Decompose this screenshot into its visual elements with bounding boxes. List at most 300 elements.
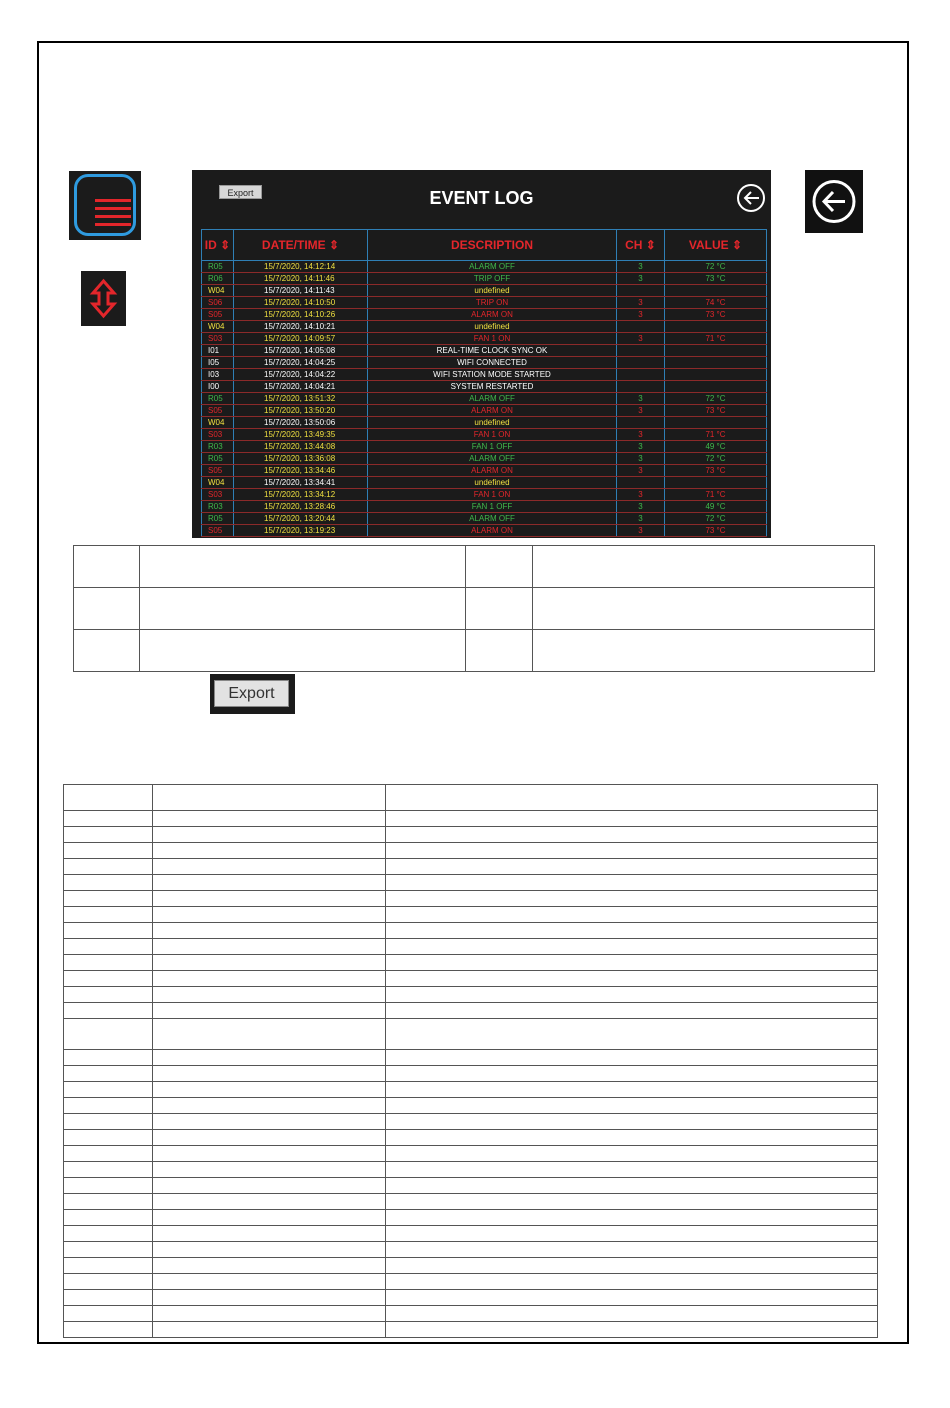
event-datetime-cell: 15/7/2020, 13:20:44 (234, 513, 368, 525)
table-row (64, 987, 878, 1003)
table-cell (140, 588, 466, 630)
table-cell (64, 1082, 153, 1098)
table-cell (153, 1258, 386, 1274)
table-cell (153, 1146, 386, 1162)
event-row (202, 477, 767, 489)
event-datetime-cell: 15/7/2020, 14:04:22 (234, 369, 368, 381)
table-cell (466, 630, 533, 672)
event-datetime-cell: 15/7/2020, 14:10:50 (234, 297, 368, 309)
event-description-cell: FAN 1 ON (368, 333, 617, 345)
table-cell (64, 1162, 153, 1178)
event-row (202, 453, 767, 465)
event-description-cell: FAN 1 ON (368, 489, 617, 501)
table-row (64, 1258, 878, 1274)
event-value-cell (665, 477, 767, 489)
event-id-cell: I03 (202, 369, 234, 381)
event-ch-cell: 3 (617, 501, 665, 513)
table-cell (153, 891, 386, 907)
event-ch-cell (617, 369, 665, 381)
table-cell (64, 843, 153, 859)
table-cell (153, 1274, 386, 1290)
event-datetime-cell: 15/7/2020, 13:49:35 (234, 429, 368, 441)
table-row (64, 875, 878, 891)
event-log-header-row (202, 230, 767, 261)
event-datetime-cell: 15/7/2020, 14:11:43 (234, 285, 368, 297)
event-id-cell: S03 (202, 489, 234, 501)
sort-arrows-icon (81, 271, 126, 326)
table-cell (64, 1066, 153, 1082)
table-cell (153, 1114, 386, 1130)
event-description-cell: TRIP ON (368, 297, 617, 309)
event-value-cell: 71 °C (665, 333, 767, 345)
event-description-cell: TRIP OFF (368, 273, 617, 285)
table-cell (386, 939, 878, 955)
event-description-cell: REAL-TIME CLOCK SYNC OK (368, 345, 617, 357)
table-row (64, 1146, 878, 1162)
event-log-panel (192, 170, 771, 538)
event-id-cell: I01 (202, 345, 234, 357)
column-header-value[interactable]: VALUE ⇕ (665, 230, 767, 261)
event-id-cell: R05 (202, 513, 234, 525)
codes-table (63, 784, 878, 1338)
table-cell (153, 1226, 386, 1242)
table-cell (386, 1050, 878, 1066)
table-row (64, 1274, 878, 1290)
event-description-cell: ALARM ON (368, 405, 617, 417)
table-cell (64, 891, 153, 907)
table-cell (153, 1162, 386, 1178)
event-value-cell: 49 °C (665, 441, 767, 453)
event-description-cell: ALARM OFF (368, 513, 617, 525)
event-value-cell: 72 °C (665, 513, 767, 525)
table-cell (386, 1098, 878, 1114)
event-id-cell: I05 (202, 357, 234, 369)
table-cell (153, 859, 386, 875)
table-cell (64, 1194, 153, 1210)
table-cell (386, 955, 878, 971)
event-value-cell: 73 °C (665, 525, 767, 537)
table-cell (386, 907, 878, 923)
table-cell (153, 1178, 386, 1194)
event-description-cell: undefined (368, 477, 617, 489)
table-cell (533, 588, 875, 630)
event-datetime-cell: 15/7/2020, 13:28:46 (234, 501, 368, 513)
table-row (64, 1019, 878, 1050)
event-id-cell: I00 (202, 381, 234, 393)
table-cell (386, 785, 878, 811)
event-datetime-cell: 15/7/2020, 13:19:23 (234, 525, 368, 537)
table-row (64, 1306, 878, 1322)
table-row (74, 546, 875, 588)
table-row (74, 630, 875, 672)
event-value-cell (665, 417, 767, 429)
table-cell (64, 1306, 153, 1322)
event-ch-cell (617, 477, 665, 489)
table-cell (153, 923, 386, 939)
event-id-cell: R05 (202, 261, 234, 273)
event-row (202, 261, 767, 273)
table-cell (386, 811, 878, 827)
event-value-cell (665, 321, 767, 333)
table-cell (386, 1003, 878, 1019)
column-header-id[interactable]: ID ⇕ (202, 230, 234, 261)
table-row (64, 1226, 878, 1242)
table-cell (153, 1210, 386, 1226)
table-cell (386, 827, 878, 843)
table-row (64, 1114, 878, 1130)
event-value-cell: 71 °C (665, 429, 767, 441)
event-value-cell: 72 °C (665, 453, 767, 465)
table-cell (153, 971, 386, 987)
table-cell (64, 987, 153, 1003)
table-row (64, 843, 878, 859)
table-cell (64, 1242, 153, 1258)
event-datetime-cell: 15/7/2020, 14:04:25 (234, 357, 368, 369)
event-id-cell: R05 (202, 453, 234, 465)
table-row (74, 588, 875, 630)
event-description-cell: undefined (368, 285, 617, 297)
event-description-cell: undefined (368, 417, 617, 429)
table-cell (386, 891, 878, 907)
table-cell (386, 1066, 878, 1082)
table-cell (533, 546, 875, 588)
export-button[interactable] (210, 674, 295, 714)
event-row (202, 417, 767, 429)
event-description-cell: SYSTEM RESTARTED (368, 381, 617, 393)
table-cell (64, 1146, 153, 1162)
table-cell (153, 1290, 386, 1306)
event-ch-cell (617, 345, 665, 357)
event-description-cell: ALARM OFF (368, 393, 617, 405)
event-value-cell: 49 °C (665, 501, 767, 513)
sort-button[interactable] (81, 271, 126, 326)
table-cell (386, 843, 878, 859)
event-id-cell: R05 (202, 393, 234, 405)
table-cell (386, 1242, 878, 1258)
event-value-cell: 73 °C (665, 405, 767, 417)
event-datetime-cell: 15/7/2020, 13:51:32 (234, 393, 368, 405)
table-cell (386, 971, 878, 987)
event-row (202, 381, 767, 393)
table-cell (153, 1098, 386, 1114)
table-row (64, 1003, 878, 1019)
table-row (64, 1178, 878, 1194)
table-cell (64, 1322, 153, 1338)
table-cell (386, 1194, 878, 1210)
event-datetime-cell: 15/7/2020, 13:44:08 (234, 441, 368, 453)
event-id-cell: R06 (202, 273, 234, 285)
table-cell (153, 1082, 386, 1098)
event-row (202, 501, 767, 513)
table-cell (64, 1178, 153, 1194)
table-row (64, 1130, 878, 1146)
event-id-cell: W04 (202, 477, 234, 489)
event-row (202, 429, 767, 441)
event-description-cell: WIFI CONNECTED (368, 357, 617, 369)
table-cell (64, 827, 153, 843)
table-cell (64, 907, 153, 923)
column-header-datetime[interactable]: DATE/TIME ⇕ (234, 230, 368, 261)
table-cell (64, 1210, 153, 1226)
table-cell (64, 1050, 153, 1066)
table-cell (386, 1226, 878, 1242)
table-row (64, 785, 878, 811)
event-row (202, 513, 767, 525)
table-cell (153, 1019, 386, 1050)
event-ch-cell (617, 285, 665, 297)
event-id-cell: R03 (202, 441, 234, 453)
event-value-cell: 73 °C (665, 273, 767, 285)
event-datetime-cell: 15/7/2020, 13:50:06 (234, 417, 368, 429)
event-ch-cell (617, 321, 665, 333)
menu-button[interactable] (69, 171, 141, 240)
event-datetime-cell: 15/7/2020, 13:36:08 (234, 453, 368, 465)
table-row (64, 907, 878, 923)
hamburger-menu-icon (95, 199, 131, 231)
event-value-cell: 72 °C (665, 393, 767, 405)
table-cell (64, 1290, 153, 1306)
export-button-label: Export (214, 680, 289, 707)
event-row (202, 525, 767, 537)
table-cell (153, 939, 386, 955)
event-row (202, 441, 767, 453)
table-cell (386, 1019, 878, 1050)
table-cell (153, 1194, 386, 1210)
event-ch-cell: 3 (617, 297, 665, 309)
table-cell (386, 1306, 878, 1322)
column-header-ch[interactable]: CH ⇕ (617, 230, 665, 261)
table-cell (64, 955, 153, 971)
table-cell (466, 588, 533, 630)
event-ch-cell: 3 (617, 513, 665, 525)
table-row (64, 1050, 878, 1066)
table-cell (64, 859, 153, 875)
event-value-cell (665, 285, 767, 297)
event-datetime-cell: 15/7/2020, 14:11:46 (234, 273, 368, 285)
table-cell (64, 785, 153, 811)
event-value-cell: 73 °C (665, 309, 767, 321)
event-ch-cell: 3 (617, 393, 665, 405)
table-cell (153, 827, 386, 843)
event-id-cell: S06 (202, 297, 234, 309)
event-description-cell: ALARM OFF (368, 261, 617, 273)
table-cell (153, 1050, 386, 1066)
event-row (202, 405, 767, 417)
table-cell (140, 546, 466, 588)
event-value-cell: 72 °C (665, 261, 767, 273)
event-id-cell: S03 (202, 333, 234, 345)
table-row (64, 923, 878, 939)
event-description-cell: ALARM OFF (368, 453, 617, 465)
event-row (202, 333, 767, 345)
event-log-table (201, 229, 767, 537)
table-row (64, 827, 878, 843)
table-cell (153, 1322, 386, 1338)
event-id-cell: S05 (202, 525, 234, 537)
table-cell (386, 1274, 878, 1290)
event-row (202, 345, 767, 357)
event-value-cell (665, 381, 767, 393)
table-cell (64, 1003, 153, 1019)
table-row (64, 939, 878, 955)
event-ch-cell: 3 (617, 441, 665, 453)
event-value-cell: 74 °C (665, 297, 767, 309)
event-datetime-cell: 15/7/2020, 14:10:21 (234, 321, 368, 333)
table-row (64, 1194, 878, 1210)
table-row (64, 811, 878, 827)
event-datetime-cell: 15/7/2020, 14:12:14 (234, 261, 368, 273)
event-datetime-cell: 15/7/2020, 13:34:41 (234, 477, 368, 489)
table-cell (64, 1130, 153, 1146)
table-cell (64, 875, 153, 891)
event-datetime-cell: 15/7/2020, 13:34:46 (234, 465, 368, 477)
back-button-large[interactable] (805, 170, 863, 233)
table-cell (386, 1130, 878, 1146)
table-row (64, 1098, 878, 1114)
event-ch-cell (617, 417, 665, 429)
event-ch-cell: 3 (617, 405, 665, 417)
event-row (202, 489, 767, 501)
table-cell (386, 859, 878, 875)
event-ch-cell: 3 (617, 453, 665, 465)
table-cell (386, 1146, 878, 1162)
table-cell (64, 1274, 153, 1290)
table-cell (386, 875, 878, 891)
table-cell (153, 1066, 386, 1082)
export-button-small[interactable]: Export (219, 185, 262, 199)
event-ch-cell: 3 (617, 333, 665, 345)
event-row (202, 285, 767, 297)
table-cell (153, 1130, 386, 1146)
table-cell (74, 630, 140, 672)
table-cell (386, 1114, 878, 1130)
table-cell (386, 1162, 878, 1178)
event-row (202, 321, 767, 333)
table-cell (153, 955, 386, 971)
event-row (202, 357, 767, 369)
event-ch-cell (617, 357, 665, 369)
legend-table (73, 545, 875, 672)
table-row (64, 1162, 878, 1178)
event-id-cell: R03 (202, 501, 234, 513)
event-id-cell: S05 (202, 405, 234, 417)
event-value-cell (665, 357, 767, 369)
event-ch-cell: 3 (617, 309, 665, 321)
page-title: EVENT LOG (429, 188, 534, 208)
event-description-cell: FAN 1 OFF (368, 441, 617, 453)
back-arrow-icon (805, 170, 863, 233)
table-cell (386, 1258, 878, 1274)
table-cell (64, 811, 153, 827)
event-description-cell: ALARM ON (368, 309, 617, 321)
table-cell (74, 546, 140, 588)
table-cell (386, 923, 878, 939)
event-id-cell: S05 (202, 465, 234, 477)
table-cell (64, 1019, 153, 1050)
event-ch-cell: 3 (617, 525, 665, 537)
event-datetime-cell: 15/7/2020, 14:05:08 (234, 345, 368, 357)
table-cell (153, 1306, 386, 1322)
event-row (202, 297, 767, 309)
event-row (202, 309, 767, 321)
event-row (202, 369, 767, 381)
event-description-cell: FAN 1 ON (368, 429, 617, 441)
table-row (64, 955, 878, 971)
table-cell (386, 1290, 878, 1306)
event-description-cell: ALARM ON (368, 465, 617, 477)
event-ch-cell: 3 (617, 429, 665, 441)
table-cell (386, 1082, 878, 1098)
event-ch-cell: 3 (617, 489, 665, 501)
table-cell (64, 1098, 153, 1114)
table-cell (64, 923, 153, 939)
table-row (64, 859, 878, 875)
event-row (202, 273, 767, 285)
event-value-cell (665, 345, 767, 357)
table-cell (64, 1258, 153, 1274)
table-cell (153, 875, 386, 891)
table-cell (74, 588, 140, 630)
table-row (64, 1290, 878, 1306)
event-row (202, 465, 767, 477)
column-header-description: DESCRIPTION (368, 230, 617, 261)
event-ch-cell: 3 (617, 273, 665, 285)
event-id-cell: W04 (202, 285, 234, 297)
event-value-cell: 73 °C (665, 465, 767, 477)
table-cell (153, 907, 386, 923)
table-cell (386, 1210, 878, 1226)
table-cell (153, 1242, 386, 1258)
table-cell (64, 1114, 153, 1130)
event-id-cell: S05 (202, 309, 234, 321)
table-row (64, 1322, 878, 1338)
table-cell (64, 1226, 153, 1242)
table-cell (533, 630, 875, 672)
event-datetime-cell: 15/7/2020, 14:04:21 (234, 381, 368, 393)
event-value-cell (665, 369, 767, 381)
table-cell (386, 1322, 878, 1338)
table-cell (153, 811, 386, 827)
event-id-cell: W04 (202, 417, 234, 429)
event-datetime-cell: 15/7/2020, 14:10:26 (234, 309, 368, 321)
event-ch-cell: 3 (617, 465, 665, 477)
event-description-cell: ALARM ON (368, 525, 617, 537)
table-row (64, 1082, 878, 1098)
event-row (202, 393, 767, 405)
table-cell (386, 1178, 878, 1194)
event-id-cell: S03 (202, 429, 234, 441)
event-ch-cell: 3 (617, 261, 665, 273)
event-description-cell: FAN 1 OFF (368, 501, 617, 513)
table-row (64, 891, 878, 907)
menu-button-ring (74, 174, 136, 236)
table-cell (386, 987, 878, 1003)
event-value-cell: 71 °C (665, 489, 767, 501)
table-cell (140, 630, 466, 672)
table-cell (153, 843, 386, 859)
table-row (64, 1210, 878, 1226)
table-row (64, 971, 878, 987)
back-arrow-icon[interactable] (736, 183, 766, 213)
table-cell (153, 987, 386, 1003)
event-datetime-cell: 15/7/2020, 13:34:12 (234, 489, 368, 501)
event-id-cell: W04 (202, 321, 234, 333)
event-description-cell: undefined (368, 321, 617, 333)
table-cell (153, 785, 386, 811)
event-description-cell: WIFI STATION MODE STARTED (368, 369, 617, 381)
event-ch-cell (617, 381, 665, 393)
event-datetime-cell: 15/7/2020, 14:09:57 (234, 333, 368, 345)
